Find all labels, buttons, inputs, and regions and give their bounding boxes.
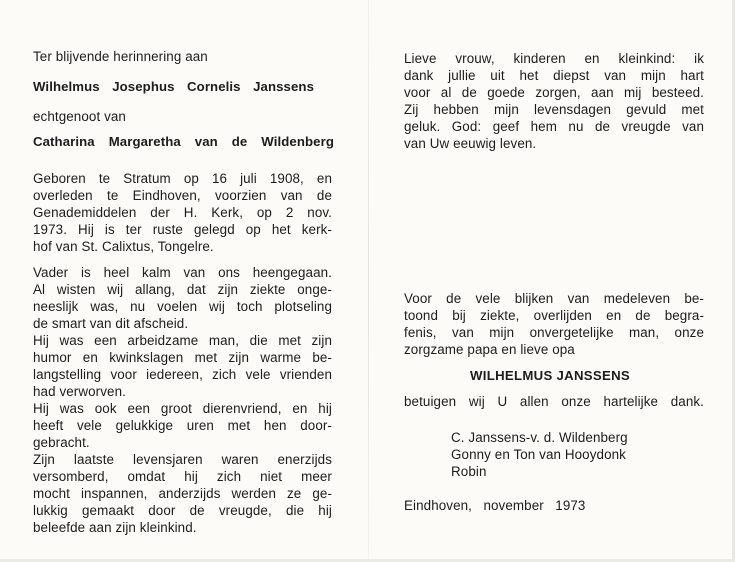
text-line: Vader is heel kalm van ons heengegaan.	[33, 265, 332, 280]
signature-line: Gonny en Ton van Hooydonk	[451, 447, 626, 462]
bio-line: Genademiddelen der H. Kerk, op 2 nov.	[33, 205, 332, 220]
text-line: mocht inspannen, anderzijds werden ze ge-	[33, 486, 332, 501]
prayer-line: dank jullie uit het diepst van mijn hart	[404, 68, 704, 83]
thanks-line: toond bij ziekte, overlijden en de begra-	[404, 308, 704, 323]
deceased-caps: WILHELMUS JANSSENS	[470, 368, 630, 383]
text-line: Al wisten wij allang, dat zijn ziekte onge-	[33, 282, 332, 297]
text-line: humor en kwinkslagen met zijn warme be-	[33, 350, 332, 365]
intro-line: Ter blijvende herinnering aan	[33, 49, 208, 64]
text-line: Zijn laatste levensjaren waren enerzijds	[33, 452, 332, 467]
text-line: gebracht.	[33, 435, 90, 450]
spouse-label: echtgenoot van	[33, 109, 126, 124]
text-line: versomberd, omdat hij zich niet meer	[33, 469, 332, 484]
text-line: heeft vele gelukkige uren met hen door-	[33, 418, 332, 433]
bio-line: 1973. Hij is ter ruste gelegd op het kerk-	[33, 222, 332, 237]
thanks-line: Voor de vele blijken van medeleven be-	[404, 291, 704, 306]
thanks-closing: betuigen wij U allen onze hartelijke dank.	[404, 394, 704, 409]
bio-line: overleden te Eindhoven, voorzien van de	[33, 188, 332, 203]
bio-line: hof van St. Calixtus, Tongelre.	[33, 239, 214, 254]
prayer-line: van Uw eeuwig leven.	[404, 136, 537, 151]
bio-line: Geboren te Stratum op 16 juli 1908, en	[33, 171, 332, 186]
text-line: beleefde aan zijn kleinkind.	[33, 520, 197, 535]
deceased-name: Wilhelmus Josephus Cornelis Janssens	[33, 79, 314, 94]
place-date: Eindhoven, november 1973	[404, 498, 586, 513]
signature-line: C. Janssens-v. d. Wildenberg	[451, 430, 628, 445]
signature-line: Robin	[451, 464, 487, 479]
text-line: neeslijk was, nu voelen wij toch plotseling	[33, 299, 332, 314]
prayer-line: Zij hebben mijn levensdagen gevuld met	[404, 102, 704, 117]
prayer-line: Lieve vrouw, kinderen en kleinkind: ik	[404, 51, 704, 66]
thanks-line: fenis, van mijn onvergetelijke man, onze	[404, 325, 704, 340]
prayer-line: geluk. God: geef hem nu de vreugde van	[404, 119, 704, 134]
text-line: Hij was ook een groot dierenvriend, en hij	[33, 401, 332, 416]
text-line: lukkig gemaakt door de vreugde, die hij	[33, 503, 332, 518]
text-line: de smart van dit afscheid.	[33, 316, 189, 331]
card-fold	[368, 0, 369, 562]
text-line: langstelling voor iedereen, zich vele vrienden	[33, 367, 332, 382]
thanks-line: zorgzame papa en lieve opa	[404, 342, 575, 357]
text-line: Hij was een arbeidzame man, die met zijn	[33, 333, 332, 348]
spouse-name: Catharina Margaretha van de Wildenberg	[33, 134, 334, 149]
prayer-line: voor al de goede zorgen, aan mij besteed.	[404, 85, 704, 100]
text-line: had verworven.	[33, 384, 126, 399]
